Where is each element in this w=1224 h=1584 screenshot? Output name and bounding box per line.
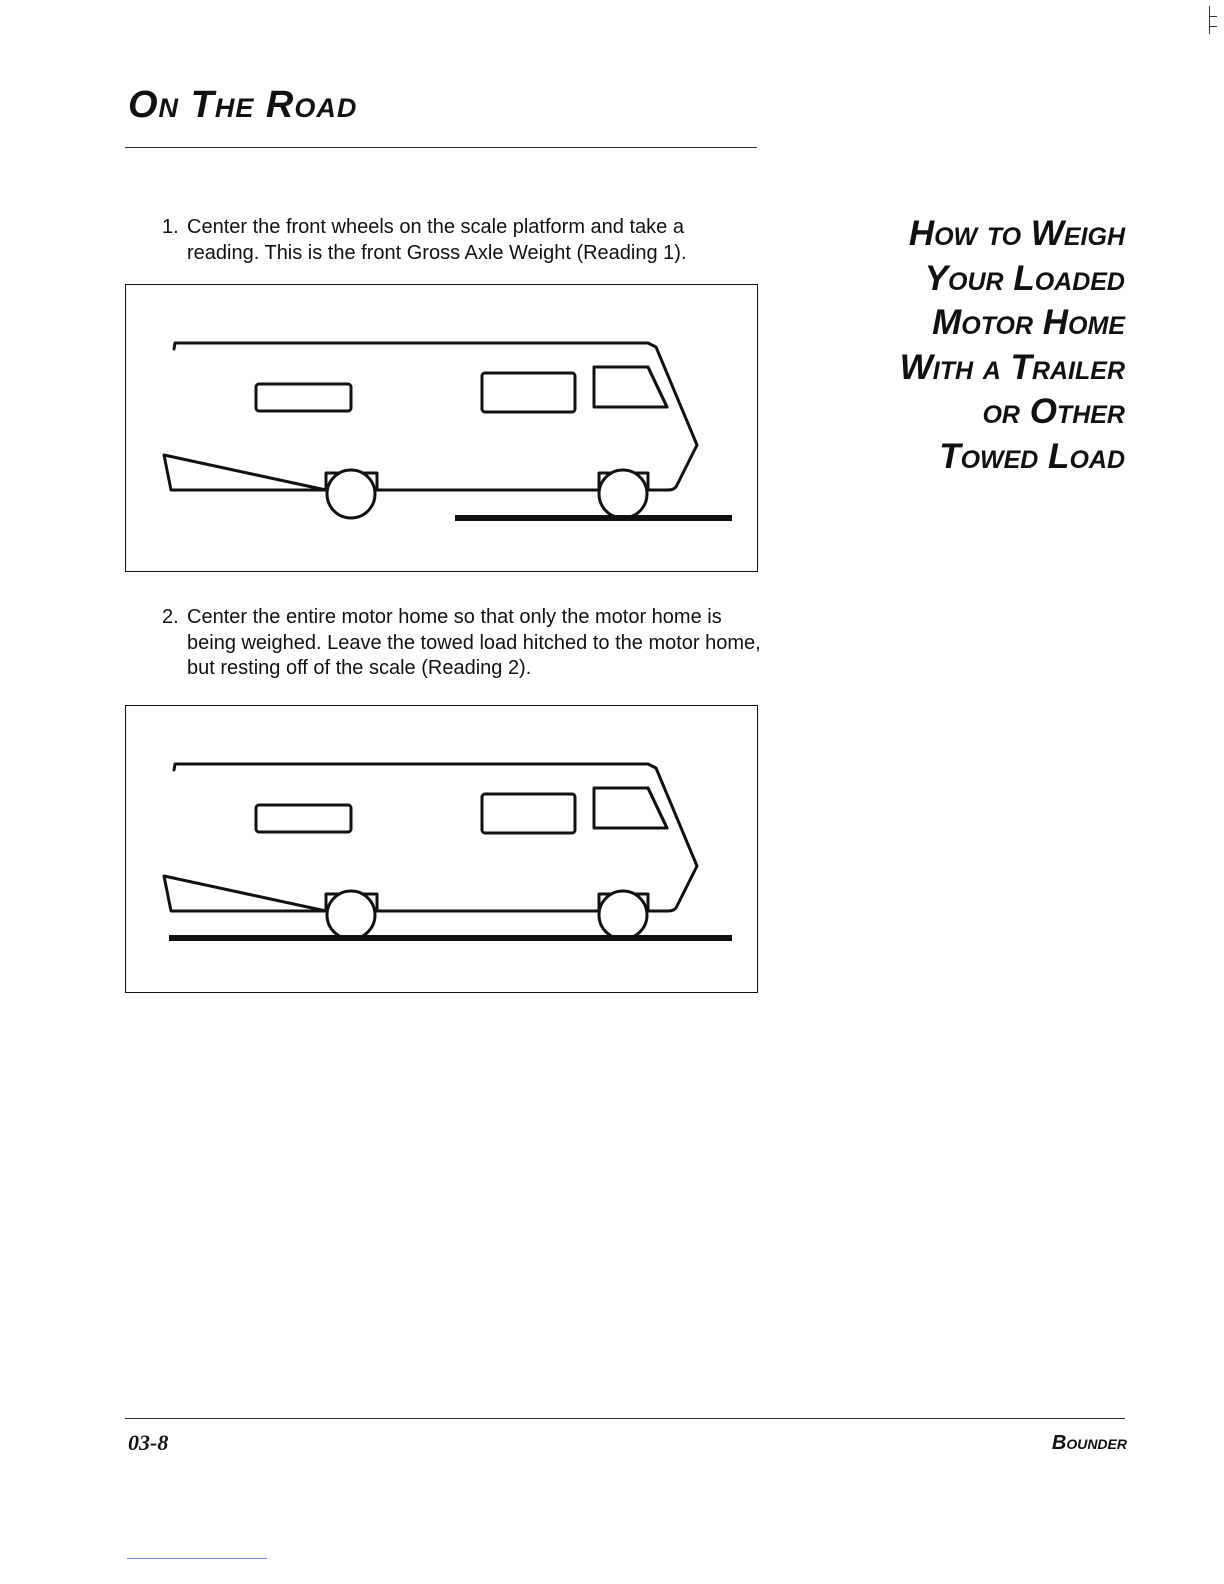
windshield-pillar (648, 788, 667, 828)
motor-home-body (164, 343, 697, 490)
motor-home-illustration (126, 285, 759, 573)
footer-page-number: 03-8 (128, 1430, 169, 1455)
page-edge-mark (1209, 6, 1218, 34)
motor-home-illustration (126, 706, 759, 994)
side-heading-line: or Other (982, 392, 1125, 431)
footer-brand: Bounder (1051, 1432, 1127, 1454)
side-window-rear (256, 384, 351, 411)
instruction-step-1 (162, 215, 752, 266)
header-divider (125, 147, 757, 148)
figure-full-motor-home-on-scale (125, 705, 758, 993)
rear-wheel (327, 891, 375, 939)
figure-front-axle-on-scale (125, 284, 758, 572)
step-number: 2. (162, 606, 179, 628)
instruction-step-2 (162, 605, 762, 682)
step-text: Center the front wheels on the scale platform and take a reading. This is the front Gross Axle Weight (Reading 1). (187, 216, 687, 264)
side-heading-line: How to Weigh (908, 214, 1125, 253)
front-wheel (599, 470, 647, 518)
page-header-title: On The Road (128, 84, 358, 126)
step-text: Center the entire motor home so that only the motor home is being weighed. Leave the towed load hitched to the motor home, but resting off of the scale (Reading 2). (187, 606, 761, 679)
footer-divider (125, 1418, 1125, 1419)
windshield-pillar (648, 367, 667, 407)
rear-wheel (327, 470, 375, 518)
side-heading-line: Your Loaded (924, 258, 1125, 298)
side-window-front (482, 794, 575, 833)
front-wheel (599, 891, 647, 939)
motor-home-body (164, 764, 697, 911)
side-window-front (482, 373, 575, 412)
side-heading (900, 212, 1125, 479)
side-heading-line: With a Trailer (899, 347, 1125, 387)
step-number: 1. (162, 216, 179, 238)
side-window-rear (256, 805, 351, 832)
side-heading-line: Motor Home (932, 303, 1125, 342)
side-heading-line: Towed Load (939, 436, 1125, 476)
bottom-link-underline (127, 1558, 267, 1559)
